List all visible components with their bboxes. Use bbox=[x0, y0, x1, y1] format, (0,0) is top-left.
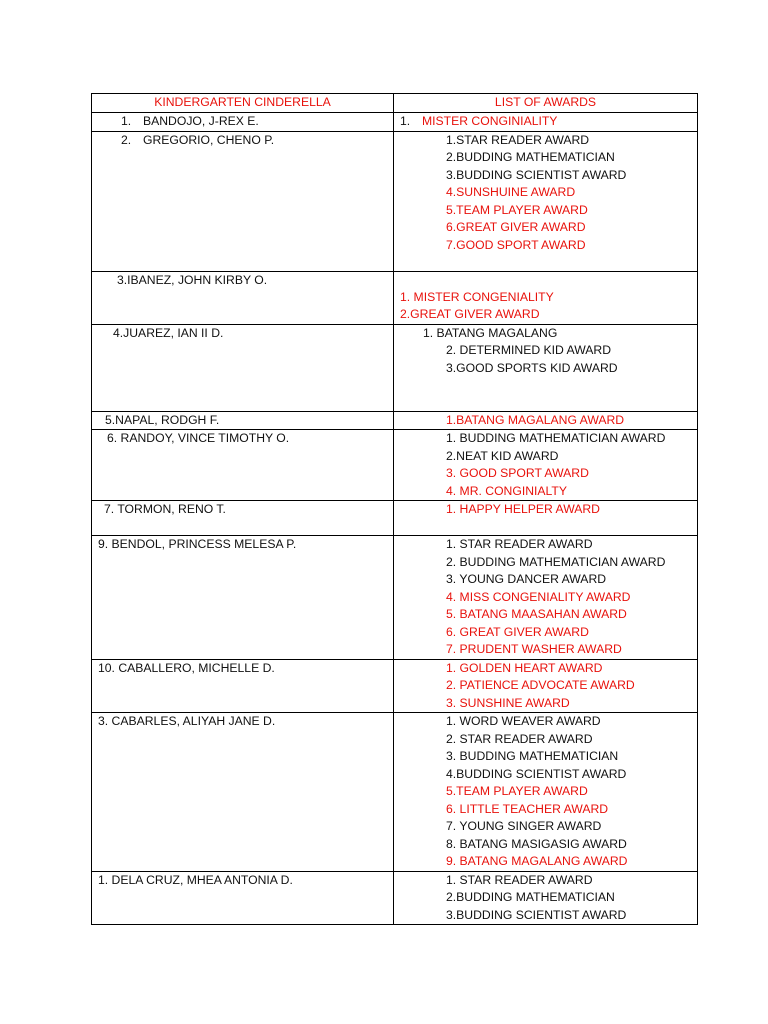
header-class-name: KINDERGARTEN CINDERELLA bbox=[92, 94, 394, 113]
table-row bbox=[92, 659, 698, 713]
award-item: 5.TEAM PLAYER AWARD bbox=[446, 202, 588, 217]
student-name: 10. CABALLERO, MICHELLE D. bbox=[98, 660, 275, 675]
award-item: 1. GOLDEN HEART AWARD bbox=[446, 660, 603, 675]
award-item: 2.GREAT GIVER AWARD bbox=[400, 307, 540, 321]
table-row bbox=[92, 113, 698, 132]
award-item: 4.BUDDING SCIENTIST AWARD bbox=[446, 766, 627, 781]
student-name: 7. TORMON, RENO T. bbox=[104, 502, 226, 516]
award-item: 3. BUDDING MATHEMATICIAN bbox=[446, 749, 619, 763]
student-name-cell bbox=[92, 536, 394, 660]
award-item: 2.NEAT KID AWARD bbox=[446, 448, 559, 463]
awards-cell bbox=[394, 501, 698, 536]
awards-cell bbox=[394, 324, 698, 411]
award-item: 3. GOOD SPORT AWARD bbox=[446, 466, 589, 480]
award-item: 5. BATANG MAASAHAN AWARD bbox=[446, 607, 627, 621]
student-name: 6. RANDOY, VINCE TIMOTHY O. bbox=[107, 431, 290, 445]
table-row bbox=[92, 430, 698, 501]
award-item: 6.GREAT GIVER AWARD bbox=[446, 220, 586, 234]
award-item: 1.BATANG MAGALANG AWARD bbox=[446, 412, 625, 427]
table-header-row bbox=[92, 94, 698, 113]
award-item: 7. YOUNG SINGER AWARD bbox=[446, 819, 602, 833]
award-item: 7.GOOD SPORT AWARD bbox=[446, 237, 586, 252]
student-name: 5.NAPAL, RODGH F. bbox=[105, 412, 220, 427]
student-name-cell bbox=[92, 501, 394, 536]
table-row bbox=[92, 871, 698, 925]
award-item: 2. BUDDING MATHEMATICIAN AWARD bbox=[446, 554, 666, 569]
award-item: 4. MR. CONGINIALTY bbox=[446, 483, 567, 498]
award-item: 1. BATANG MAGALANG bbox=[423, 325, 558, 340]
table-row bbox=[92, 131, 698, 271]
student-name: 3.IBANEZ, JOHN KIRBY O. bbox=[117, 272, 268, 287]
award-item: 6. LITTLE TEACHER AWARD bbox=[446, 801, 609, 816]
award-item: 9. BATANG MAGALANG AWARD bbox=[446, 854, 628, 868]
student-name-cell bbox=[92, 113, 394, 132]
table-row bbox=[92, 713, 698, 872]
awards-cell bbox=[394, 536, 698, 660]
award-item: 1. MISTER CONGENIALITY bbox=[400, 289, 554, 304]
student-name: 2. GREGORIO, CHENO P. bbox=[121, 132, 275, 147]
student-name-cell bbox=[92, 871, 394, 925]
awards-cell bbox=[394, 430, 698, 501]
award-item: 2. DETERMINED KID AWARD bbox=[446, 343, 611, 357]
award-item: 1. STAR READER AWARD bbox=[446, 872, 593, 887]
award-item: 8. BATANG MASIGASIG AWARD bbox=[446, 836, 627, 851]
student-name: 1. DELA CRUZ, MHEA ANTONIA D. bbox=[98, 872, 293, 887]
award-item: 3.GOOD SPORTS KID AWARD bbox=[446, 360, 618, 375]
student-name: 4.JUAREZ, IAN II D. bbox=[113, 325, 224, 340]
award-item: 6. GREAT GIVER AWARD bbox=[446, 624, 589, 639]
student-name-cell bbox=[92, 324, 394, 411]
awards-cell bbox=[394, 713, 698, 872]
student-name-cell bbox=[92, 411, 394, 430]
awards-cell bbox=[394, 271, 698, 324]
award-item: 1.STAR READER AWARD bbox=[446, 132, 590, 147]
award-item: 1. MISTER CONGINIALITY bbox=[400, 114, 558, 128]
award-item: 3. YOUNG DANCER AWARD bbox=[446, 572, 607, 586]
student-name-cell bbox=[92, 713, 394, 872]
award-item: 3.BUDDING SCIENTIST AWARD bbox=[446, 907, 627, 922]
awards-cell bbox=[394, 411, 698, 430]
award-item: 3.BUDDING SCIENTIST AWARD bbox=[446, 167, 627, 182]
student-name: 9. BENDOL, PRINCESS MELESA P. bbox=[98, 537, 297, 551]
table-row bbox=[92, 271, 698, 324]
award-item: 4.SUNSHUINE AWARD bbox=[446, 185, 576, 199]
awards-table bbox=[91, 93, 698, 925]
award-item: 1. STAR READER AWARD bbox=[446, 537, 593, 551]
award-item: 2. PATIENCE ADVOCATE AWARD bbox=[446, 678, 635, 692]
award-item: 2.BUDDING MATHEMATICIAN bbox=[446, 890, 615, 904]
student-name: 1. BANDOJO, J-REX E. bbox=[121, 114, 259, 128]
award-item: 1. WORD WEAVER AWARD bbox=[446, 714, 601, 728]
awards-cell bbox=[394, 871, 698, 925]
award-item: 2. STAR READER AWARD bbox=[446, 731, 593, 746]
award-item: 2.BUDDING MATHEMATICIAN bbox=[446, 150, 615, 164]
student-name-cell bbox=[92, 659, 394, 713]
award-item: 5.TEAM PLAYER AWARD bbox=[446, 784, 588, 798]
award-item: 1. BUDDING MATHEMATICIAN AWARD bbox=[446, 431, 666, 445]
award-item: 7. PRUDENT WASHER AWARD bbox=[446, 642, 622, 656]
award-item: 4. MISS CONGENIALITY AWARD bbox=[446, 589, 631, 604]
student-name-cell bbox=[92, 430, 394, 501]
table-row bbox=[92, 501, 698, 536]
table-row bbox=[92, 536, 698, 660]
awards-cell bbox=[394, 659, 698, 713]
table-row bbox=[92, 411, 698, 430]
student-name-cell bbox=[92, 131, 394, 271]
award-item: 1. HAPPY HELPER AWARD bbox=[446, 502, 600, 516]
awards-cell bbox=[394, 131, 698, 271]
header-list-of-awards: LIST OF AWARDS bbox=[394, 94, 698, 113]
student-name: 3. CABARLES, ALIYAH JANE D. bbox=[98, 714, 276, 728]
table-row bbox=[92, 324, 698, 411]
award-item: 3. SUNSHINE AWARD bbox=[446, 695, 570, 710]
awards-cell bbox=[394, 113, 698, 132]
student-name-cell bbox=[92, 271, 394, 324]
